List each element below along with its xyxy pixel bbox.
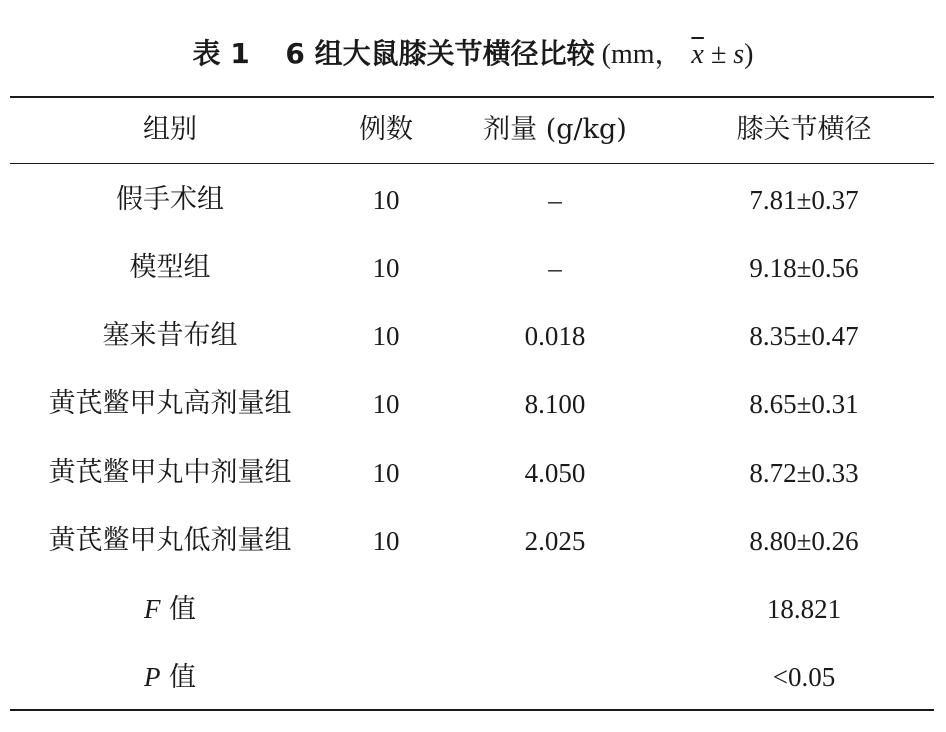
row-value: 8.80±0.26 xyxy=(749,526,859,556)
table-row xyxy=(10,521,934,561)
table-unit: (mm， xyxy=(594,39,683,70)
table-row xyxy=(10,453,934,493)
row-value: 8.35±0.47 xyxy=(749,321,859,351)
row-group: 黄芪鳖甲丸低剂量组 xyxy=(48,525,292,556)
table-row xyxy=(10,180,934,220)
row-value: 7.81±0.37 xyxy=(749,185,859,215)
p-label xyxy=(20,657,320,697)
header-count: 例数 xyxy=(359,114,413,145)
p-value: <0.05 xyxy=(772,662,836,692)
stat-row-f xyxy=(10,589,934,629)
table-row xyxy=(10,384,934,424)
row-value: 9.18±0.56 xyxy=(749,253,859,283)
header-group: 组别 xyxy=(143,114,197,145)
header-dose: 剂量 (g/kg) xyxy=(483,114,627,145)
row-dose: – xyxy=(548,185,562,215)
stat-row-p xyxy=(10,657,934,697)
f-label xyxy=(20,589,320,629)
row-dose: 0.018 xyxy=(524,321,586,351)
row-dose: 4.050 xyxy=(524,458,586,488)
row-count: 10 xyxy=(372,253,400,283)
table-number: 表 1 xyxy=(192,37,250,70)
table-row xyxy=(10,248,934,288)
row-value: 8.65±0.31 xyxy=(749,389,859,419)
table-title xyxy=(0,34,946,75)
p-symbol: P xyxy=(143,662,161,692)
row-dose: – xyxy=(548,253,562,283)
row-count: 10 xyxy=(372,321,400,351)
row-group: 黄芪鳖甲丸中剂量组 xyxy=(48,457,292,488)
row-group: 假手术组 xyxy=(116,184,224,215)
header-rule xyxy=(10,163,934,164)
table-caption: 6 组大鼠膝关节横径比较 xyxy=(285,37,595,70)
top-rule xyxy=(10,96,934,98)
row-dose: 2.025 xyxy=(524,526,586,556)
row-count: 10 xyxy=(372,185,400,215)
header-row xyxy=(10,110,934,150)
p-value-word: 值 xyxy=(160,662,197,693)
table-row xyxy=(10,316,934,356)
title-close-paren: ) xyxy=(744,39,754,70)
row-count: 10 xyxy=(372,458,400,488)
header-value: 膝关节横径 xyxy=(736,114,872,145)
row-value: 8.72±0.33 xyxy=(749,458,859,488)
row-count: 10 xyxy=(372,526,400,556)
f-value: 18.821 xyxy=(766,594,842,624)
row-group: 黄芪鳖甲丸高剂量组 xyxy=(48,388,292,419)
row-dose: 8.100 xyxy=(524,389,586,419)
mean-symbol: $\overline{x}$ xyxy=(691,39,704,70)
bottom-rule xyxy=(10,709,934,711)
f-value-word: 值 xyxy=(160,594,197,625)
row-count: 10 xyxy=(372,389,400,419)
sd-symbol: ± s xyxy=(703,39,745,70)
row-group: 模型组 xyxy=(129,252,211,283)
f-symbol: F xyxy=(143,594,161,624)
row-group: 塞来昔布组 xyxy=(102,320,238,351)
